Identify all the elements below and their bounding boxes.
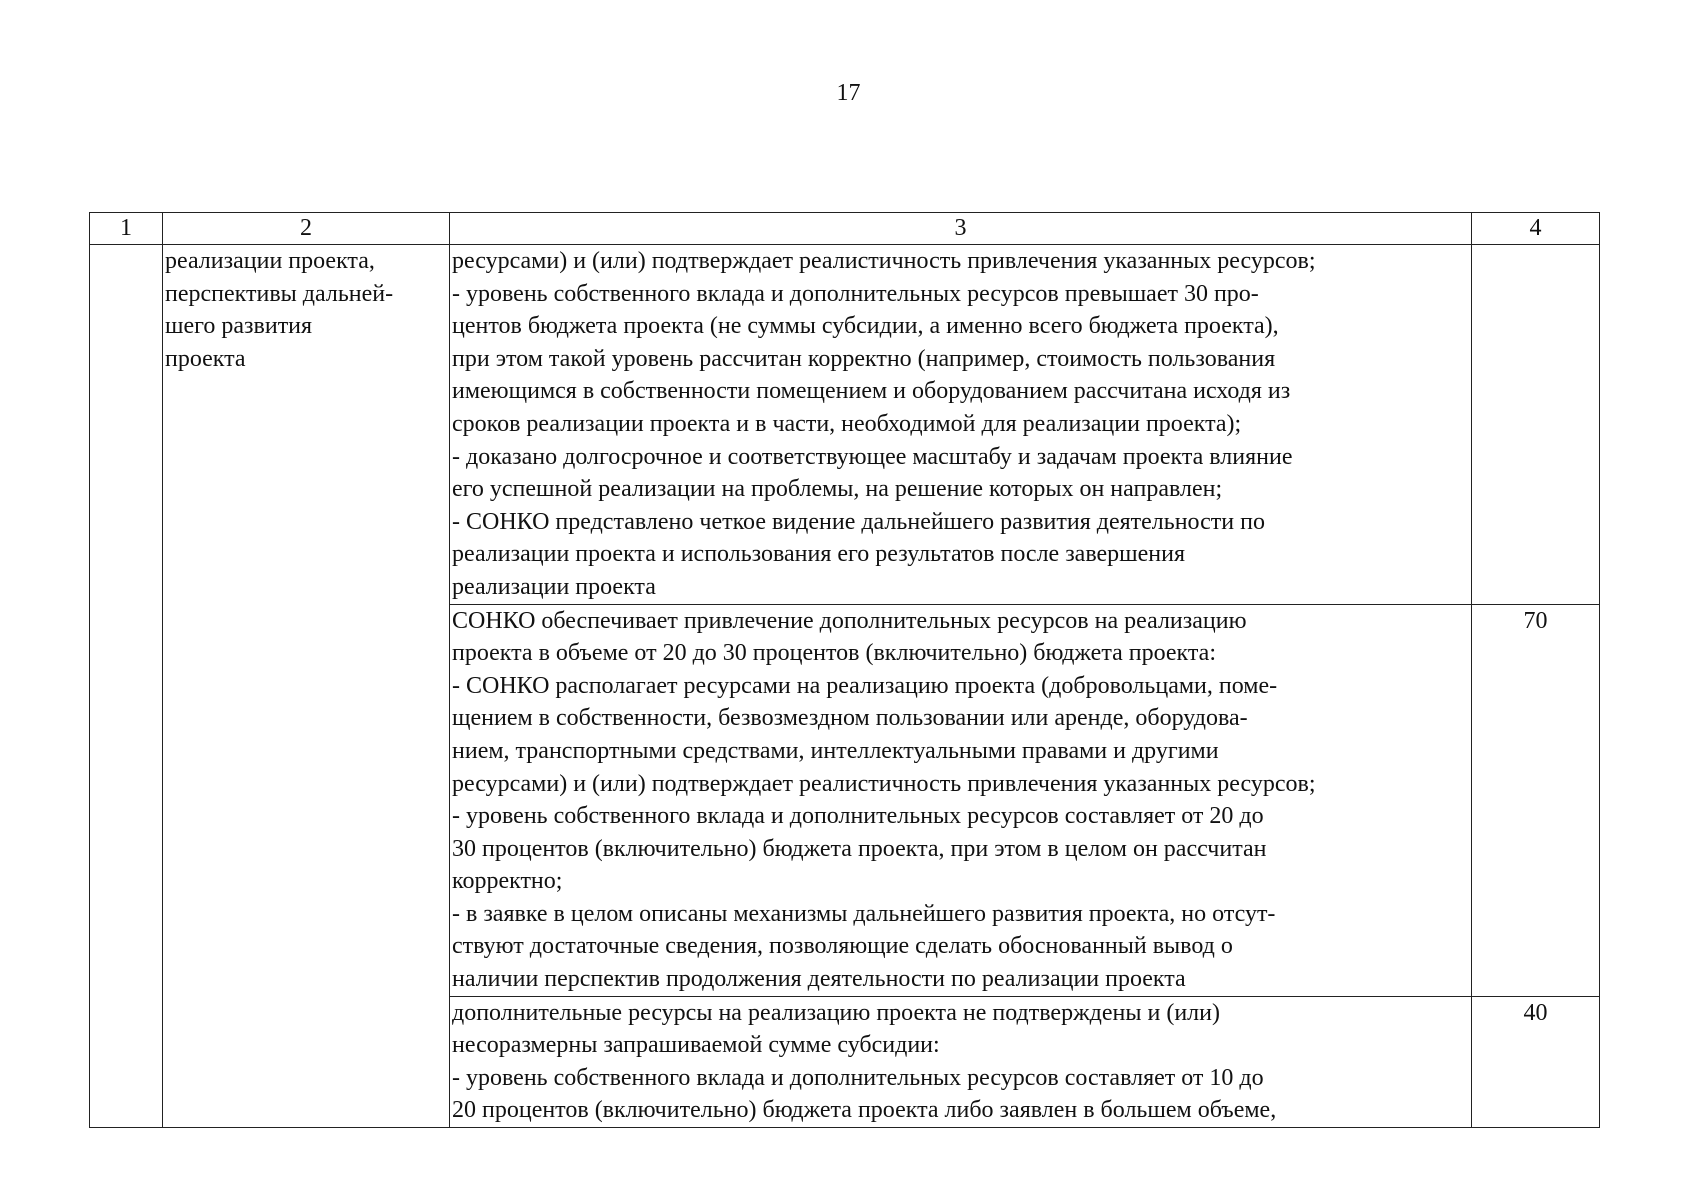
- text-line: - уровень собственного вклада и дополнительных ресурсов составляет от 20 до: [452, 803, 1264, 830]
- text-line: имеющимся в собственности помещением и оборудованием рассчитана исходя из: [452, 378, 1291, 405]
- criteria-table: [89, 212, 1600, 1128]
- column-header-3: 3: [450, 213, 1472, 245]
- text-line: ресурсами) и (или) подтверждает реалистичность привлечения указанных ресурсов;: [452, 770, 1316, 797]
- score-cell: 40: [1472, 996, 1600, 1127]
- text-line: - уровень собственного вклада и дополнительных ресурсов превышает 30 про-: [452, 280, 1259, 307]
- description-cell: [450, 245, 1472, 605]
- number-cell: [90, 245, 163, 1128]
- text-line: наличии перспектив продолжения деятельности по реализации проекта: [452, 966, 1186, 993]
- column-header-2: 2: [163, 213, 450, 245]
- text-line: реализации проекта: [452, 573, 656, 600]
- text-line: - СОНКО располагает ресурсами на реализацию проекта (добровольцами, поме-: [452, 672, 1278, 699]
- page-number: 17: [836, 80, 861, 106]
- text-line: проекта в объеме от 20 до 30 процентов (включительно) бюджета проекта:: [452, 640, 1216, 667]
- text-line: нием, транспортными средствами, интеллектуальными правами и другими: [452, 737, 1219, 764]
- text-line: сроков реализации проекта и в части, необходимой для реализации проекта);: [452, 410, 1242, 437]
- text-line: несоразмерны запрашиваемой сумме субсидии:: [452, 1032, 940, 1059]
- table-row: [90, 245, 1600, 605]
- text-line: центов бюджета проекта (не суммы субсидии, а именно всего бюджета проекта),: [452, 313, 1279, 340]
- text-line: щением в собственности, безвозмездном пользовании или аренде, оборудова-: [452, 705, 1248, 732]
- table-header-row: [90, 213, 1600, 245]
- text-line: при этом такой уровень рассчитан корректно (например, стоимость пользования: [452, 345, 1276, 372]
- text-line: его успешной реализации на проблемы, на решение которых он направлен;: [452, 476, 1223, 503]
- text-line: СОНКО обеспечивает привлечение дополнительных ресурсов на реализацию: [452, 607, 1247, 634]
- description-cell: [450, 996, 1472, 1127]
- score-cell: [1472, 245, 1600, 605]
- text-line: ствуют достаточные сведения, позволяющие сделать обоснованный вывод о: [452, 933, 1233, 960]
- text-line: - доказано долгосрочное и соответствующее масштабу и задачам проекта влияние: [452, 443, 1293, 470]
- text-line: ресурсами) и (или) подтверждает реалистичность привлечения указанных ресурсов;: [452, 248, 1316, 274]
- text-line: корректно;: [452, 868, 563, 895]
- criterion-cell: реализации проекта, перспективы дальней- шего развития проекта: [163, 245, 450, 1128]
- text-line: 20 процентов (включительно) бюджета проекта либо заявлен в большем объеме,: [452, 1097, 1277, 1124]
- score-cell: 70: [1472, 604, 1600, 996]
- text-line: 30 процентов (включительно) бюджета проекта, при этом в целом он рассчитан: [452, 835, 1267, 862]
- text-line: - СОНКО представлено четкое видение дальнейшего развития деятельности по: [452, 508, 1265, 535]
- column-header-1: 1: [90, 213, 163, 245]
- text-line: - уровень собственного вклада и дополнительных ресурсов составляет от 10 до: [452, 1064, 1264, 1091]
- column-header-4: 4: [1472, 213, 1600, 245]
- text-line: реализации проекта и использования его результатов после завершения: [452, 541, 1186, 568]
- text-line: дополнительные ресурсы на реализацию проекта не подтверждены и (или): [452, 999, 1220, 1026]
- text-line: - в заявке в целом описаны механизмы дальнейшего развития проекта, но отсут-: [452, 900, 1276, 927]
- description-cell: [450, 604, 1472, 996]
